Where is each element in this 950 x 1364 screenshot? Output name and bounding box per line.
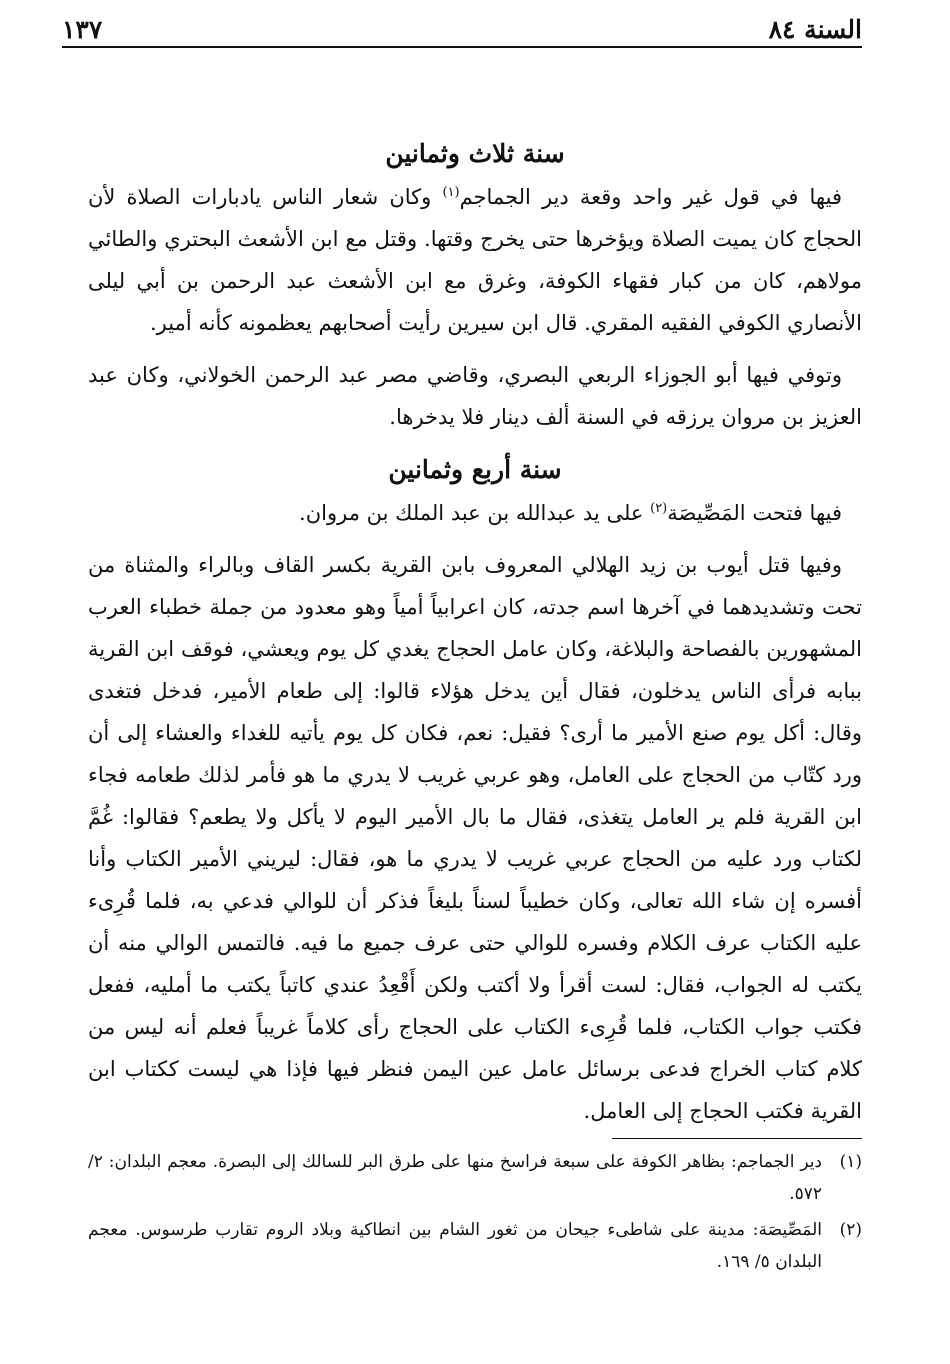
footnote-text: دير الجماجم: بظاهر الكوفة على سبعة فراسخ منها على طرق البر للسالك إلى البصرة. معجم البلدان: ٢/ ٥٧٢. xyxy=(88,1152,822,1204)
spacer xyxy=(88,534,862,544)
footnotes xyxy=(88,1146,862,1282)
section-heading-84: سنة أربع وثمانين xyxy=(388,455,562,484)
main-text xyxy=(88,132,862,1132)
paragraph-text: فيها فتحت المَصِّيصَة xyxy=(667,501,842,525)
footnote-2 xyxy=(88,1214,862,1278)
paragraph-text: وكان شعار الناس يادبارات الصلاة لأن الحجاج كان يميت الصلاة ويؤخرها حتى يخرج وقتها. وقتل مع ابن الأشعث البحتري والطائي مولاهم، كان من كبار فقهاء الكوفة، وغرق مع ابن الأشعث عبد الرحمن بن أبي ليلى الأنصاري الكوفي الفقيه المقري. قال ابن سيرين رأيت أصحابهم يعظمونه كأنه أمير. xyxy=(88,185,862,335)
footnote-marker-1: (١) xyxy=(442,185,460,200)
header-rule xyxy=(62,46,862,48)
paragraph-83-events xyxy=(88,176,862,344)
footnote-text: المَصِّيصَة: مدينة على شاطىء جيحان من ثغور الشام بين انطاكية وبلاد الروم تقارب طرسوس. معجم البلدان ٥/ ١٦٩. xyxy=(88,1220,822,1272)
running-head-year: السنة ٨٤ xyxy=(768,14,862,44)
spacer xyxy=(88,438,862,448)
spacer xyxy=(88,344,862,354)
running-head xyxy=(62,14,862,44)
paragraph-84-ibn-al-qirriya: وفيها قتل أيوب بن زيد الهلالي المعروف بابن القرية بكسر القاف وبالراء والمثناة من تحت وتشديدهما في آخرها اسم جدته، كان اعرابياً أمياً وهو معدود من جملة خطباء العرب المشهورين بالفصاحة والبلاغة، وكان عامل الحجاج يغدي كل يوم ويعشي، فوقف ابن القرية ببابه فرأى الناس يدخلون، فقال أين يدخل هؤلاء قالوا: إلى طعام الأمير، فدخل فتغدى وقال: أكل يوم صنع الأمير ما أرى؟ فقيل: نعم، فكان كل يوم يأتيه للغداء والعشاء إلى أن ورد كتّاب من الحجاج على العامل، وهو عربي غريب لا يدري ما هو فأمر لذلك طعامه فجاء ابن القرية فلم ير العامل يتغذى، فقال ما بال الأمير اليوم لا يأكل ولا يطعم؟ فقالوا: غُمَّ لكتاب ورد عليه من الحجاج عربي غريب لا يدري ما هو، فقال: ليريني الأمير الكتاب وأنا أفسره إن شاء الله تعالى، وكان خطيباً لسناً بليغاً فذكر أن للوالي فدعي به، فلما قُرِىء عليه الكتاب عرف الكلام وفسره للوالي حتى عرف جميع ما فيه. فالتمس الوالي منه أن يكتب له الجواب، فقال: لست أقرأ ولا أكتب ولكن أَقْعِدُ عندي كاتباً يكتب ما أمليه، ففعل فكتب جواب الكتاب، فلما قُرِىء الكتاب على الحجاج رأى كلاماً غريباً فعلم أنه ليس من كلام كتاب الخراج فدعى برسائل عامل عين اليمن فنظر فيها فإذا هي ليست ككتاب ابن القرية فكتب الحجاج إلى العامل. xyxy=(88,553,862,1123)
footnote-1 xyxy=(88,1146,862,1210)
footnote-number: (١) xyxy=(839,1152,862,1172)
footnote-marker-2: (٢) xyxy=(650,501,668,516)
paragraph-text: على يد عبدالله بن عبد الملك بن مروان. xyxy=(299,501,651,525)
footnote-number: (٢) xyxy=(839,1220,862,1240)
paragraph-text: فيها في قول غير واحد وقعة دير الجماجم xyxy=(459,185,842,209)
paragraph-83-deaths: وتوفي فيها أبو الجوزاء الربعي البصري، وقاضي مصر عبد الرحمن الخولاني، وكان عبد العزيز بن مروان يرزقه في السنة ألف دينار فلا يدخرها. xyxy=(88,363,862,429)
section-heading-83: سنة ثلاث وثمانين xyxy=(385,139,565,168)
page-number: ١٣٧ xyxy=(62,14,103,44)
paragraph-84-conquest xyxy=(88,492,862,534)
footnote-rule xyxy=(612,1138,862,1139)
